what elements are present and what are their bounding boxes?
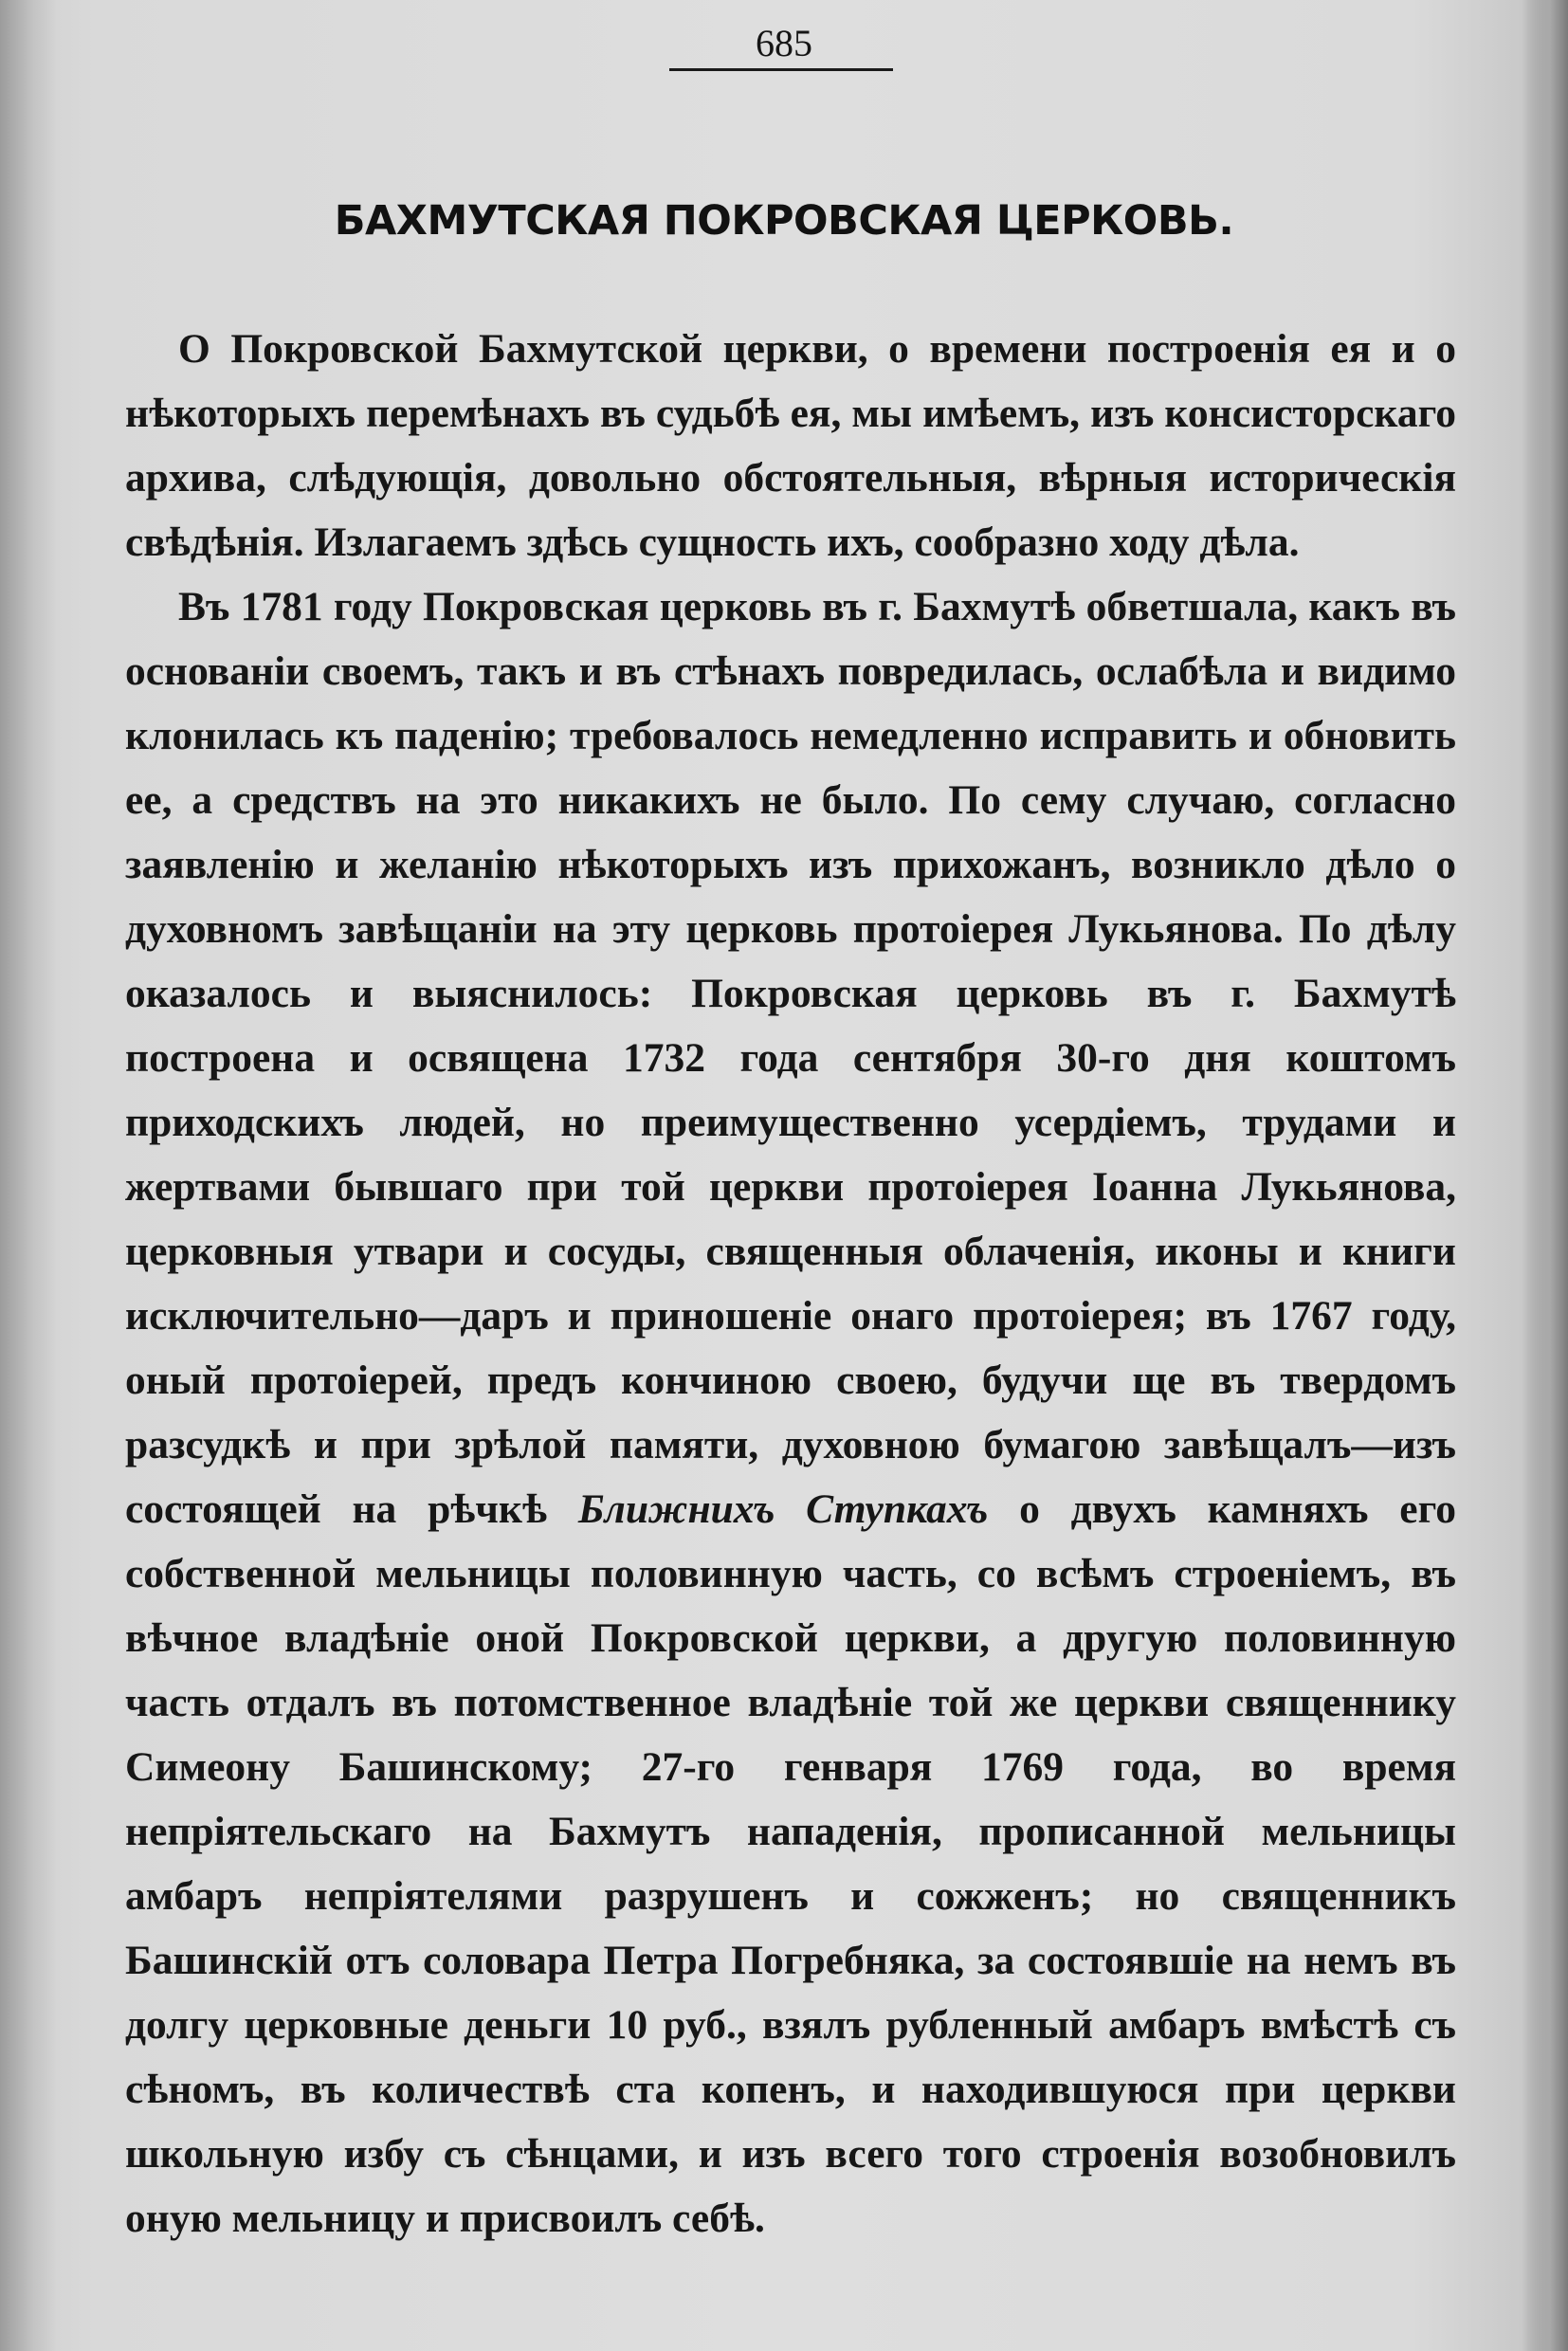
chapter-title: БАХМУТСКАЯ ПОКРОВСКАЯ ЦЕРКОВЬ. [334, 197, 1234, 245]
paragraph-2-part-2: о двухъ камняхъ его собственной мельницы половинную часть, со всѣмъ строеніемъ, въ вѣчное владѣніе оной Покровской церкви, а другую половинную часть отдалъ въ потомственное владѣніе той же церкви священнику Симеону Башинскому; 27-го генваря 1769 года, во время непріятельскаго на Бахмутъ нападенія, прописанной мельницы амбаръ непріятелями разрушенъ и сожженъ; но священникъ Башинскій отъ соловара Петра Погребняка, за состоявшіе на немъ въ долгу церковные деньги 10 руб., взялъ рубленный амбаръ вмѣстѣ съ сѣномъ, въ количествѣ ста копенъ, и находившуюся при церкви школьную избу съ сѣнцами, и изъ всего того строенія возобновилъ оную мельницу и присвоилъ себѣ. [125, 1486, 1456, 2241]
paragraph-1: О Покровской Бахмутской церкви, о времени построенія ея и о нѣкоторыхъ перемѣнахъ въ судьбѣ ея, мы имѣемъ, изъ консисторскаго архива, слѣдующія, довольно обстоятельныя, вѣрныя историческія свѣдѣнія. Излагаемъ здѣсь сущность ихъ, сообразно ходу дѣла. [125, 326, 1456, 565]
paragraph-2 [125, 574, 1456, 2251]
paragraph-2-part-1: Въ 1781 году Покровская церковь въ г. Бахмутѣ обветшала, какъ въ основаніи своемъ, такъ и въ стѣнахъ повредилась, ослабѣла и видимо клонилась къ паденію; требовалось немедленно исправить и обновить ее, а средствъ на это никакихъ не было. По сему случаю, согласно заявленію и желанію нѣкоторыхъ изъ прихожанъ, возникло дѣло о духовномъ завѣщаніи на эту церковь протоіерея Лукьянова. По дѣлу оказалось и выяснилось: Покровская церковь въ г. Бахмутѣ построена и освящена 1732 года сентября 30-го дня коштомъ приходскихъ людей, но преимущественно усердіемъ, трудами и жертвами бывшаго при той церкви протоіерея Іоанна Лукьянова, церковныя утвари и сосуды, священныя облаченія, иконы и книги исключительно—даръ и приношеніе онаго протоіерея; въ 1767 году, оный протоіерей, предъ кончиною своею, будучи ще въ твердомъ разсудкѣ и при зрѣлой памяти, духовною бумагою завѣщалъ—изъ состоящей на рѣчкѣ [125, 584, 1456, 1532]
page-gutter-shadow [0, 0, 57, 2351]
page-number-rule [669, 68, 893, 71]
place-name-italic: Ближнихъ Ступкахъ [577, 1486, 989, 1532]
page-edge-shadow [1522, 0, 1568, 2351]
body-text [125, 317, 1456, 2251]
page-number: 685 [756, 22, 812, 64]
